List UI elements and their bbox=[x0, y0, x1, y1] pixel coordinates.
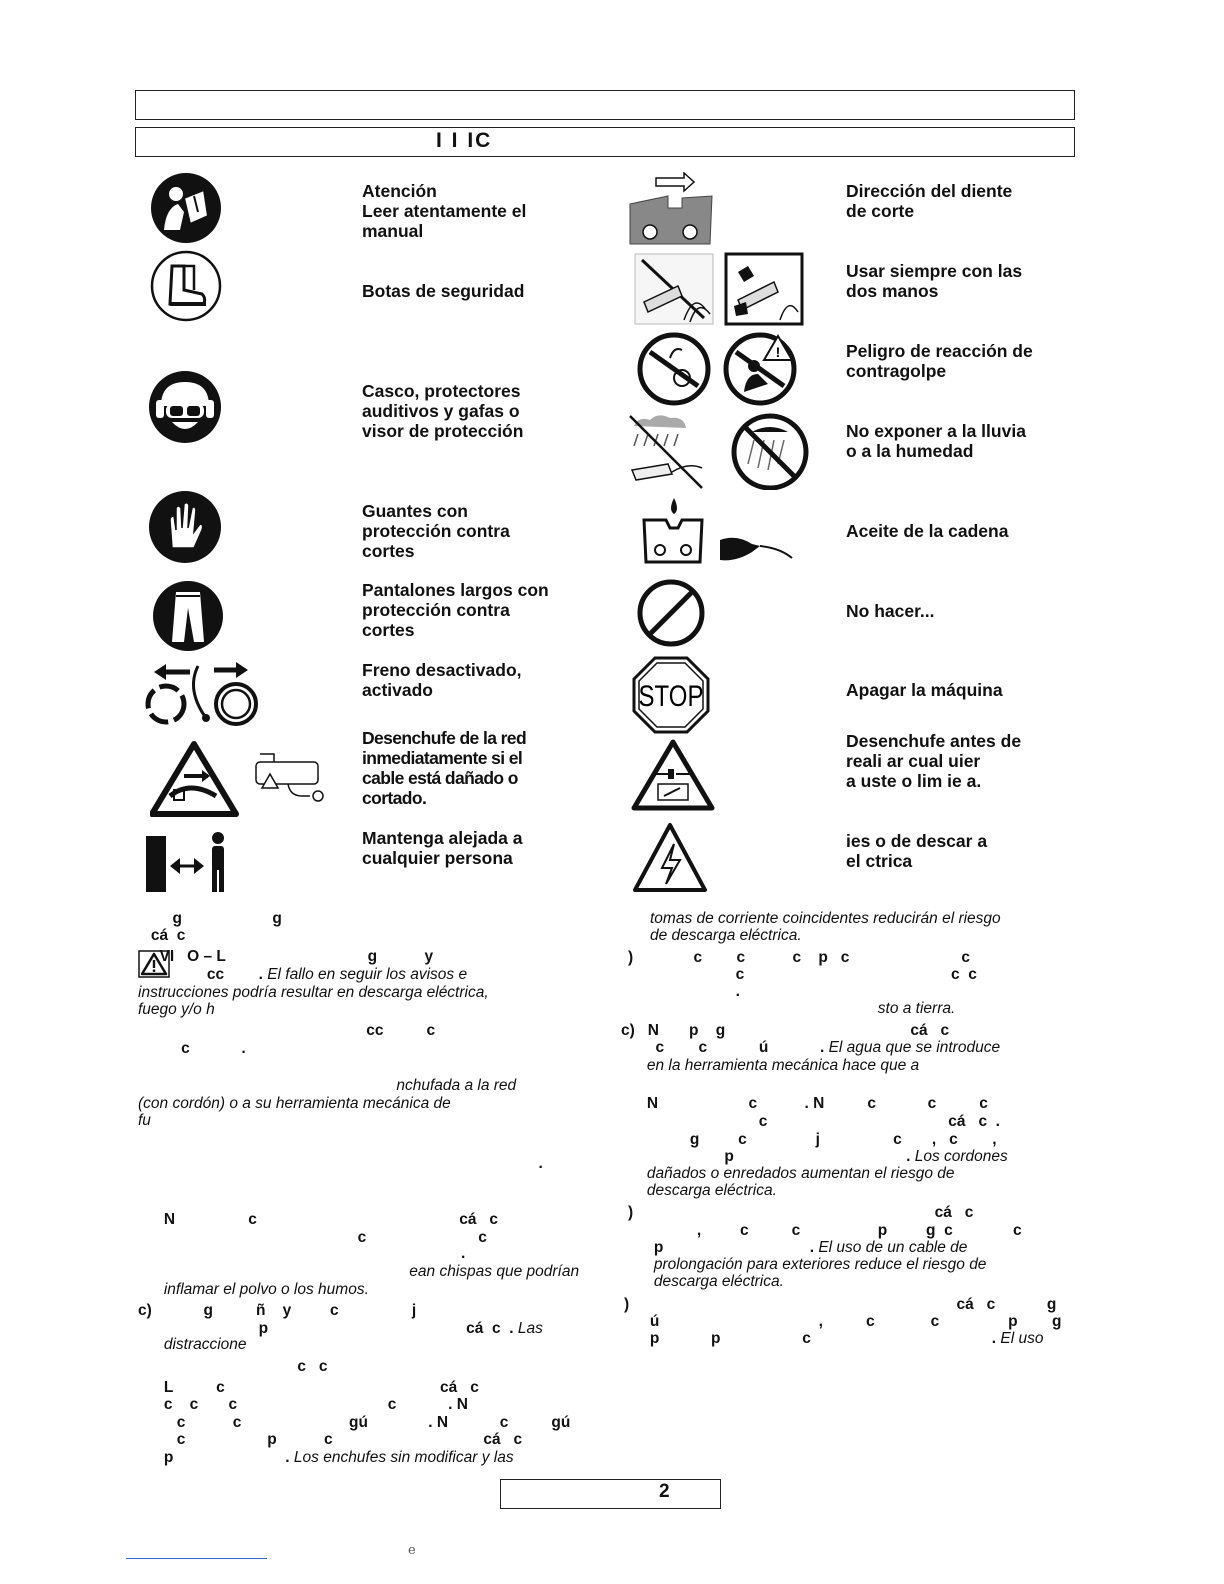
body-left-line-14: c c bbox=[138, 1229, 487, 1246]
body-right-line-12: g c j c , c , bbox=[621, 1131, 997, 1148]
stop-sign-text: STOP bbox=[638, 678, 704, 713]
keep-distance-icon bbox=[142, 830, 234, 894]
body-right-line-18: p . El uso de un cable de bbox=[628, 1239, 968, 1256]
symbol-label-electric-shock: ies o de descar a el ctrica bbox=[846, 831, 988, 871]
body-left-line-12: . bbox=[138, 1155, 543, 1172]
body-right-line-16: ) cá c bbox=[628, 1204, 974, 1221]
body-right-line-6: sto a tierra. bbox=[628, 1000, 956, 1017]
body-left-line-2: cá c bbox=[138, 927, 186, 944]
body-right-line-13: p . Los cordones bbox=[621, 1148, 1008, 1165]
body-right-line-10: N c . N c c c bbox=[621, 1095, 988, 1112]
body-left-line-4: cc . El fallo en seguir los avisos e bbox=[138, 966, 468, 983]
body-right-line-23: p p c . El uso bbox=[624, 1330, 1044, 1347]
body-right-line-3: ) c c c p c c bbox=[628, 949, 970, 966]
body-left-line-8: c . bbox=[138, 1040, 246, 1057]
body-left-line-15: . bbox=[138, 1245, 466, 1262]
symbol-label-kickback: Peligro de reacción de contragolpe bbox=[846, 341, 1033, 381]
body-left-line-1: g g bbox=[138, 910, 282, 927]
symbol-label-cutting-direction: Dirección del diente de corte bbox=[846, 181, 1013, 221]
body-left-line-16: ean chispas que podrían bbox=[138, 1263, 580, 1280]
body-right-line-1: tomas de corriente coincidentes reducirán el riesgo bbox=[650, 910, 1001, 927]
body-left-line-17: inflamar el polvo o los humos. bbox=[138, 1281, 369, 1298]
body-left-line-26: p . Los enchufes sin modificar y las bbox=[138, 1449, 514, 1466]
body-left-line-25: c p c cá c bbox=[138, 1431, 523, 1448]
gloves-icon bbox=[148, 490, 222, 564]
symbol-label-no-rain: No exponer a la lluvia o a la humedad bbox=[846, 421, 1026, 461]
body-left-line-13: N c cá c bbox=[138, 1211, 499, 1228]
symbol-label-prohibited: No hacer... bbox=[846, 601, 935, 621]
body-right-line-9: en la herramienta mecánica hace que a bbox=[621, 1057, 920, 1074]
symbol-label-safety-boots: Botas de seguridad bbox=[362, 281, 525, 301]
symbol-label-damaged-cable: Desenchufe de la red inmediatamente si el cable está dañado o cortado. bbox=[362, 728, 527, 808]
footer-mark: e bbox=[408, 1543, 416, 1558]
safety-boots-icon bbox=[150, 250, 222, 322]
body-right-line-17: , c c p g c c bbox=[628, 1222, 1022, 1239]
body-left-line-10: (con cordón) o a su herramienta mecánica de bbox=[138, 1095, 451, 1112]
page-number-box bbox=[500, 1479, 721, 1509]
symbol-label-unplug-maintenance: Desenchufe antes de reali ar cual uier a uste o lim ie a. bbox=[846, 731, 1022, 791]
page-number: 2 bbox=[659, 1481, 670, 1502]
helmet-ear-eye-protection-icon bbox=[148, 370, 222, 444]
symbol-label-two-hands: Usar siempre con las dos manos bbox=[846, 261, 1023, 301]
body-right-line-20: descarga eléctrica. bbox=[628, 1273, 784, 1290]
no-rain-icon bbox=[628, 412, 812, 490]
trousers-icon bbox=[152, 580, 224, 652]
chain-oil-icon bbox=[640, 494, 800, 566]
body-left-line-3: VI O – L g y bbox=[138, 948, 434, 965]
damaged-cable-icon bbox=[150, 740, 330, 820]
body-left-line-6: fuego y/o h bbox=[138, 1001, 215, 1018]
body-left-line-7: cc c bbox=[138, 1022, 436, 1039]
body-left-line-19: p cá c . Las bbox=[138, 1320, 543, 1337]
symbol-label-gloves: Guantes con protección contra cortes bbox=[362, 501, 510, 561]
header-title-box bbox=[135, 90, 1075, 120]
body-left-line-5: instrucciones podría resultar en descarga eléctrica, bbox=[138, 984, 489, 1001]
prohibited-icon bbox=[636, 578, 706, 648]
body-right-line-21: ) cá c g bbox=[624, 1296, 1057, 1313]
body-left-line-20: distraccione bbox=[138, 1336, 247, 1353]
body-right-line-11: c cá c . bbox=[621, 1113, 1000, 1130]
body-left-line-21: c c bbox=[138, 1358, 328, 1375]
body-right-line-19: prolongación para exteriores reduce el riesgo de bbox=[628, 1256, 987, 1273]
svg-text:!: ! bbox=[775, 344, 781, 360]
body-right-line-14: dañados o enredados aumentan el riesgo de bbox=[621, 1165, 955, 1182]
body-left-line-24: c c gú . N c gú bbox=[138, 1414, 571, 1431]
body-left-line-9: nchufada a la red bbox=[138, 1077, 517, 1094]
body-right-line-22: ú , c c p g bbox=[624, 1313, 1062, 1330]
kickback-icon bbox=[636, 332, 806, 406]
header-subtitle: I I IC bbox=[436, 129, 493, 152]
cutting-direction-icon bbox=[628, 172, 714, 246]
two-hands-icon bbox=[634, 252, 804, 326]
body-left-line-18: c) g ñ y c j bbox=[138, 1302, 417, 1319]
symbol-label-trousers: Pantalones largos con protección contra cortes bbox=[362, 580, 549, 640]
body-right-line-2: de descarga eléctrica. bbox=[650, 927, 802, 944]
symbol-label-stop: Apagar la máquina bbox=[846, 680, 1003, 700]
read-manual-icon bbox=[150, 172, 222, 244]
body-left-line-23: c c c c . N bbox=[138, 1396, 468, 1413]
chain-brake-icon bbox=[142, 660, 262, 726]
body-right-line-5: . bbox=[628, 983, 740, 1000]
body-right-line-8: c c ú . El agua que se introduce bbox=[621, 1039, 1001, 1056]
footer-link-underline bbox=[126, 1558, 267, 1559]
symbol-label-helmet: Casco, protectores auditivos y gafas o visor de protección bbox=[362, 381, 524, 441]
body-right-line-7: c) N p g cá c bbox=[621, 1022, 950, 1039]
symbol-label-chain-oil: Aceite de la cadena bbox=[846, 521, 1009, 541]
body-right-line-4: c c c bbox=[628, 966, 977, 983]
unplug-maintenance-icon bbox=[630, 738, 716, 812]
body-left-line-11: fu bbox=[138, 1112, 151, 1129]
header-subtitle-box bbox=[135, 127, 1075, 157]
symbol-label-keep-distance: Mantenga alejada a cualquier persona bbox=[362, 828, 523, 868]
stop-icon bbox=[632, 656, 710, 734]
body-left-line-22: L c cá c bbox=[138, 1379, 479, 1396]
symbol-label-chain-brake: Freno desactivado, activado bbox=[362, 660, 522, 700]
body-right-line-15: descarga eléctrica. bbox=[621, 1182, 777, 1199]
electric-shock-icon bbox=[632, 822, 708, 894]
symbol-label-read-manual: Atención Leer atentamente el manual bbox=[362, 181, 527, 241]
